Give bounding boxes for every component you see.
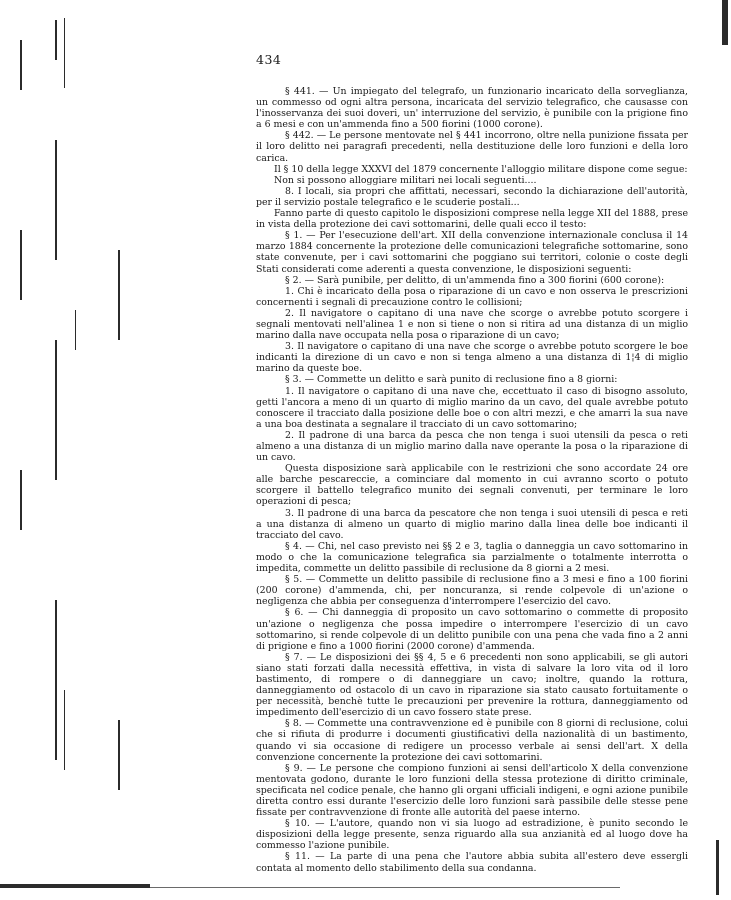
scan-margin-line <box>75 310 76 350</box>
paragraph: § 442. — Le persone mentovate nel § 441 incorrono, oltre nella punizione fissata per il loro delitto nei paragrafi precedenti, nella destituzione delle loro funzioni e della loro carica. <box>256 130 688 164</box>
paragraph: § 7. — Le disposizioni dei §§ 4, 5 e 6 precedenti non sono applicabili, se gli autori siano stati forzati dalla necessità effettiva, in vista di salvare la loro vita od il loro bastimento, di rompere o di danneggiare un cavo; inoltre, quando la rottura, danneggiamento od ostacolo di un cavo in riparazione sia stato causato fortuitamente o per necessità, benchè tutte le precauzioni per prevenire la rottura, danneggiamento od impedimento dell'esercizio di un cavo fossero state prese. <box>256 651 688 719</box>
scan-margin-line <box>55 340 57 480</box>
paragraph: 2. Il padrone di una barca da pesca che non tenga i suoi utensili da pesca o reti almeno a una distanza di un miglio marino dalla nave operante la posa o la riparazione di un cavo. <box>256 429 688 464</box>
paragraph: 8. I locali, sia propri che affittati, necessari, secondo la dichiarazione dell'autorità, per il servizio postale telegrafico e le scuderie postali... <box>256 185 688 208</box>
paragraph: Il § 10 della legge XXXVI del 1879 concernente l'alloggio militare dispone come segue: <box>274 163 688 175</box>
paragraph: § 6. — Chi danneggia di proposito un cavo sottomarino o commette di proposito un'azione o negligenza che possa impedire o interrompere l'esercizio di un cavo sottomarino, si rende colpevole di un delitto punibile con una pena che vada fino a 2 anni di prigione e fino a 1000 fiorini (2000 corone) d'ammenda. <box>256 607 688 652</box>
paragraph: 3. Il padrone di una barca da pescatore che non tenga i suoi utensili di pesca e reti a una distanza di almeno un quarto di miglio marino dalla linea delle boe indicanti il tracciato del cavo. <box>256 507 688 541</box>
paragraph: § 2. — Sarà punibile, per delitto, di un'ammenda fino a 300 fiorini (600 corone): <box>285 274 665 286</box>
scan-margin-line <box>118 250 120 340</box>
scan-margin-line <box>64 18 65 88</box>
scan-bottom-edge <box>150 887 620 888</box>
scan-margin-line <box>716 840 719 895</box>
paragraph: § 10. — L'autore, quando non vi sia luogo ad estradizione, è punito secondo le disposizioni della legge presente, senza riguardo alla sua anzianità ed al luogo dove ha commesso l'azione punibile. <box>256 818 688 852</box>
scan-margin-line <box>64 690 65 770</box>
scan-margin-line <box>722 0 728 45</box>
page-number: 434 <box>256 52 282 67</box>
scan-bottom-edge <box>0 884 150 888</box>
paragraph: § 8. — Commette una contravvenzione ed è punibile con 8 giorni di reclusione, colui che si rifiuta di produrre i documenti giustificativi della nazionalità di un bastimento, quando vi sia occasione di redigere un processo verbale ai sensi dell'art. X della convenzione concernente la protezione dei cavi sottomarini. <box>256 718 688 763</box>
paragraph: § 11. — La parte di una pena che l'autore abbia subita all'estero deve essergli contata al momento dello stabilimento della sua condanna. <box>256 851 688 874</box>
paragraph: § 5. — Commette un delitto passibile di reclusione fino a 3 mesi e fino a 100 fiorini (200 corone) d'ammenda, chi, per noncuranza, si rende colpevole di un'azione o negligenza che abbia per conseguenza d'interrompere l'esercizio del cavo. <box>256 574 688 608</box>
scan-margin-line <box>20 230 22 300</box>
paragraph: 1. Il navigatore o capitano di una nave che, eccettuato il caso di bisogno assoluto, getti l'ancora a meno di un quarto di miglio marino da un cavo, del quale avrebbe potuto conoscere il tracciato dalla posizione delle boe o con altri mezzi, e che amarri la sua nave a una boa destinata a segnalare il tracciato di un cavo sottomarino; <box>256 385 688 430</box>
scan-margin-line <box>20 470 22 530</box>
paragraph: § 3. — Commette un delitto e sarà punito di reclusione fino a 8 giorni: <box>285 374 618 386</box>
paragraph: Fanno parte di questo capitolo le disposizioni comprese nella legge XII del 1888, prese in vista della protezione dei cavi sottomarini, delle quali ecco il testo: <box>256 208 688 231</box>
paragraph: Non si possono alloggiare militari nei locali seguenti.... <box>274 174 537 186</box>
scan-margin-line <box>55 20 57 60</box>
paragraph: 2. Il navigatore o capitano di una nave che scorge o avrebbe potuto scorgere i segnali mentovati nell'alinea 1 e non si tiene o non si ritira ad una distanza di un miglio marino dalla nave occupata nella posa o riparazione di un cavo; <box>256 307 688 342</box>
paragraph: Questa disposizione sarà applicabile con le restrizioni che sono accordate 24 ore alle barche pescareccie, a cominciare dal momento in cui avranno scorto o potuto scorgere il battello telegrafico munito dei segnali convenuti, per terminare le loro operazioni di pesca; <box>256 463 688 508</box>
paragraph: § 9. — Le persone che compiono funzioni ai sensi dell'articolo X della convenzione mentovata godono, durante le loro funzioni della stessa protezione di diritto criminale, specificata nel codice penale, che hanno gli organi ufficiali indigeni, e ogni azione punibile diretta contro essi durante l'esercizio delle loro funzioni sarà passibile delle stesse pene fissate per contravvenzione di fronte alle autorità del paese interno. <box>256 762 688 819</box>
paragraph: 1. Chi è incaricato della posa o riparazione di un cavo e non osserva le prescrizioni concernenti i segnali di precauzione contro le collisioni; <box>256 285 688 308</box>
document-body <box>256 86 688 874</box>
paragraph: § 4. — Chi, nel caso previsto nei §§ 2 e 3, taglia o danneggia un cavo sottomarino in modo o che la comunicazione telegrafica sia parzialmente o totalmente interrotta o impedita, commette un delitto passibile di reclusione da 8 giorni a 2 mesi. <box>256 540 688 575</box>
scan-margin-line <box>55 600 57 760</box>
paragraph: 3. Il navigatore o capitano di una nave che scorge o avrebbe potuto scorgere le boe indicanti la direzione di un cavo e non si tenga almeno a una distanza di 1¦4 di miglio marino da queste boe. <box>256 341 688 375</box>
paragraph: § 441. — Un impiegato del telegrafo, un funzionario incaricato della sorveglianza, un commesso od ogni altra persona, incaricata del servizio telegrafico, che causasse con l'inosservanza dei suoi doveri, un' interruzione del servizio, è punibile con la prigione fino a 6 mesi e con un'ammenda fino a 500 fiorini (1000 corone). <box>256 86 688 131</box>
scan-margin-line <box>118 720 120 790</box>
scan-margin-line <box>55 140 57 260</box>
paragraph: § 1. — Per l'esecuzione dell'art. XII della convenzione internazionale conclusa il 14 marzo 1884 concernente la protezione delle comunicazioni telegrafiche sottomarine, sono state convenute, per i cavi sottomarini che poggiano sui territori, colonie o coste degli Stati considerati come aderenti a questa convenzione, le disposizioni seguenti: <box>256 230 688 275</box>
scan-margin-line <box>20 40 22 90</box>
